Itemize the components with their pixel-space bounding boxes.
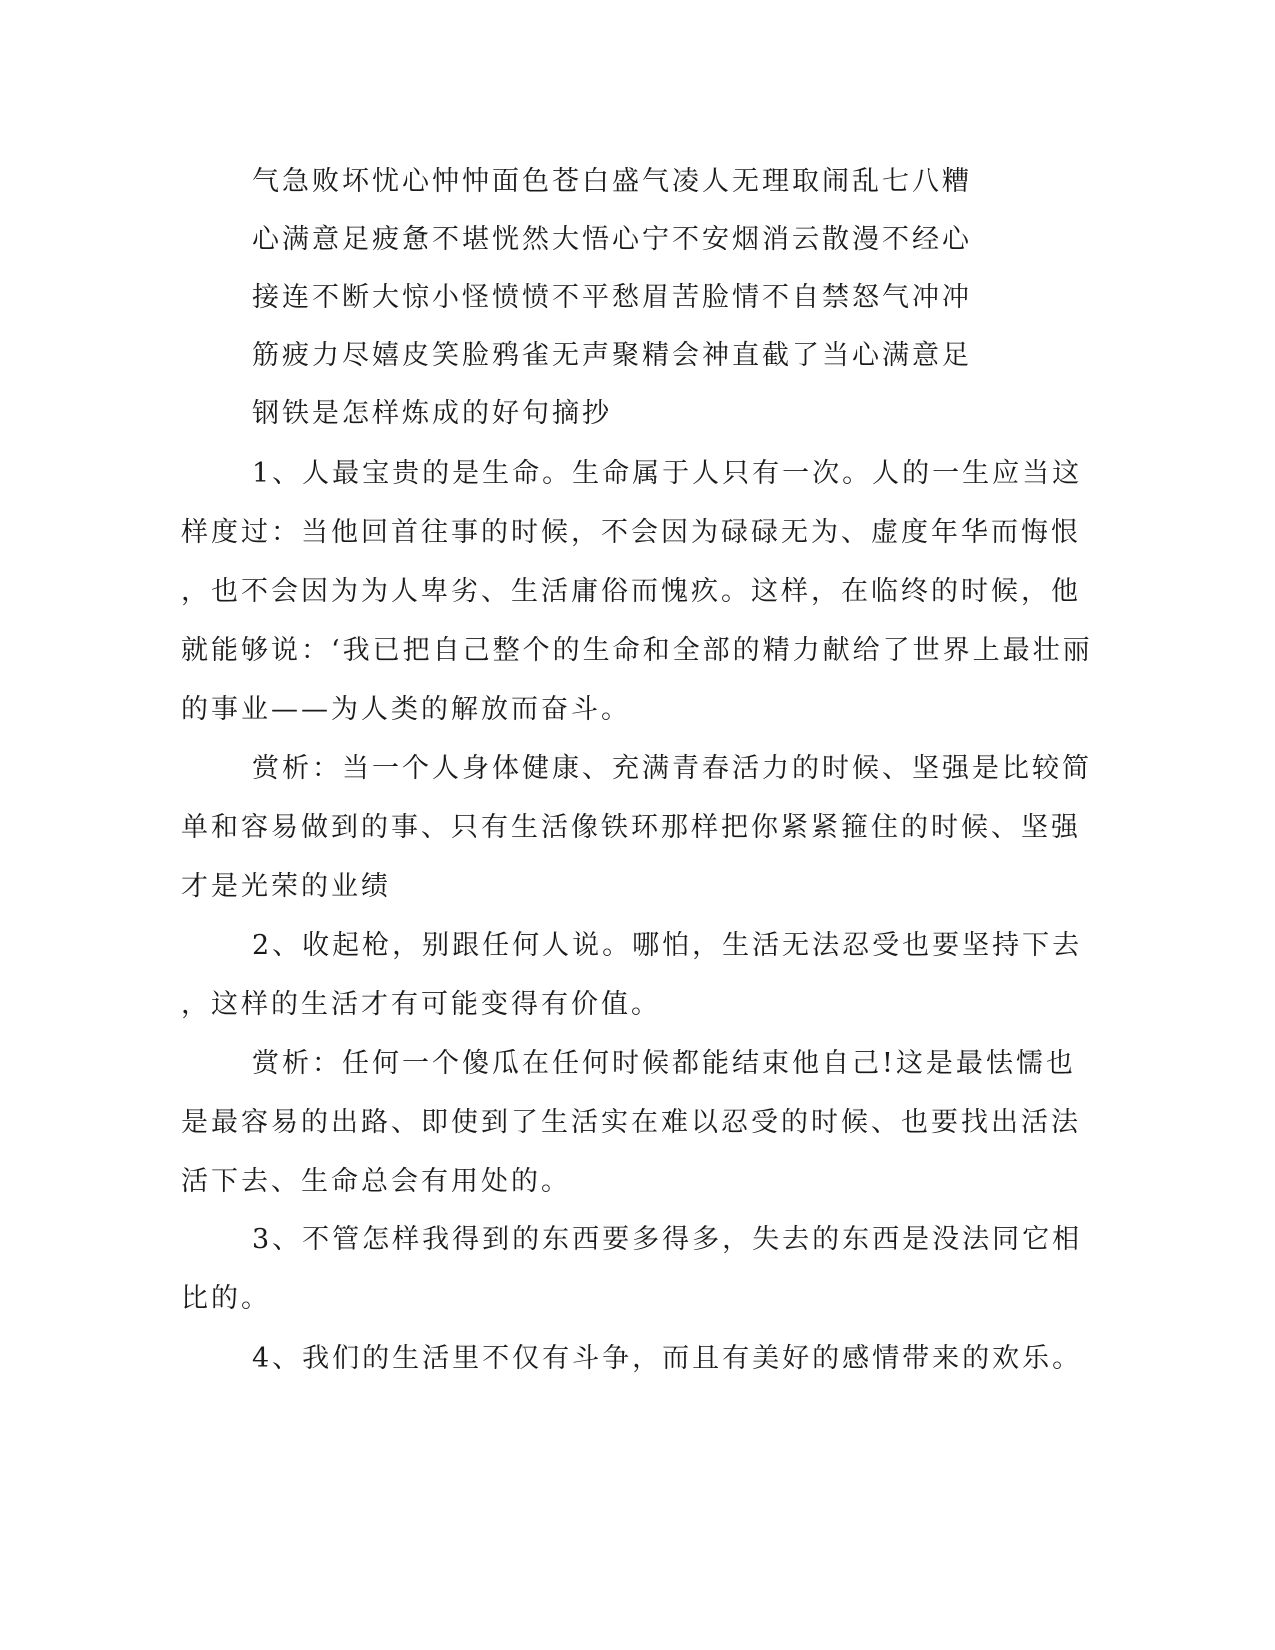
quote-1-line: 的事业——为人类的解放而奋斗。 [181,694,631,725]
idiom-line: 气急败坏忧心忡忡面色苍白盛气凌人无理取闹乱七八糟 [252,166,972,197]
quote-2-line: ，这样的生活才有可能变得有价值。 [181,989,661,1020]
idiom-line: 接连不断大惊小怪愤愤不平愁眉苦脸情不自禁怒气冲冲 [252,282,972,313]
analysis-2-line: 赏析：任何一个傻瓜在任何时候都能结束他自己!这是最怯懦也 [252,1048,1076,1079]
analysis-1-line: 才是光荣的业绩 [181,871,391,902]
idiom-line: 心满意足疲惫不堪恍然大悟心宁不安烟消云散漫不经心 [252,224,972,255]
quote-3-line: 比的。 [181,1283,271,1314]
analysis-2-line: 活下去、生命总会有用处的。 [181,1166,571,1197]
quote-3-line: 3、不管怎样我得到的东西要多得多，失去的东西是没法同它相 [252,1224,1083,1255]
analysis-2-line: 是最容易的出路、即使到了生活实在难以忍受的时候、也要找出活法 [181,1107,1081,1138]
idiom-line: 筋疲力尽嬉皮笑脸鸦雀无声聚精会神直截了当心满意足 [252,340,972,371]
quote-4-line: 4、我们的生活里不仅有斗争，而且有美好的感情带来的欢乐。 [252,1343,1083,1374]
quote-1-line: 就能够说：‘我已把自己整个的生命和全部的精力献给了世界上最壮丽 [181,635,1093,666]
quote-1-line: ，也不会因为为人卑劣、生活庸俗而愧疚。这样，在临终的时候，他 [181,576,1081,607]
quote-1-line: 1、人最宝贵的是生命。生命属于人只有一次。人的一生应当这 [252,458,1083,489]
quote-2-line: 2、收起枪，别跟任何人说。哪怕，生活无法忍受也要坚持下去 [252,930,1083,961]
section-heading: 钢铁是怎样炼成的好句摘抄 [252,398,612,429]
quote-1-line: 样度过：当他回首往事的时候，不会因为碌碌无为、虚度年华而悔恨 [181,517,1081,548]
analysis-1-line: 单和容易做到的事、只有生活像铁环那样把你紧紧箍住的时候、坚强 [181,812,1081,843]
analysis-1-line: 赏析：当一个人身体健康、充满青春活力的时候、坚强是比较简 [252,753,1092,784]
